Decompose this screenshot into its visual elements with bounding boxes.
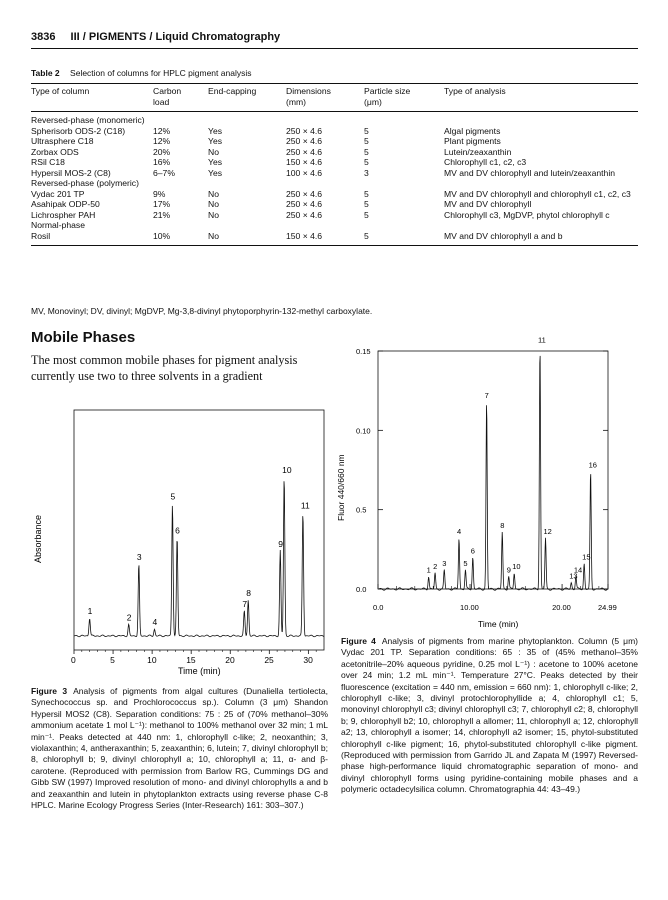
peak-label: 5 bbox=[463, 558, 468, 568]
running-title: III / PIGMENTS / Liquid Chromatography bbox=[70, 31, 281, 43]
table-section-row bbox=[31, 112, 638, 126]
figure3-caption bbox=[31, 686, 328, 811]
table-cell: 3 bbox=[364, 167, 369, 178]
peak-label: 13 bbox=[569, 571, 578, 581]
x-tick-label: 20 bbox=[225, 655, 235, 665]
column-header-line: Carbon bbox=[153, 86, 182, 96]
peak-label: 2 bbox=[126, 612, 132, 623]
x-tick-label: 0 bbox=[71, 655, 76, 665]
table-cell: 5 bbox=[364, 199, 369, 209]
peak-label: 14 bbox=[573, 565, 583, 575]
peak-label: 8 bbox=[500, 520, 505, 530]
table-cell: No bbox=[208, 199, 219, 209]
column-header bbox=[153, 86, 208, 112]
peak-label: 2 bbox=[433, 562, 438, 572]
table-cell: 5 bbox=[364, 136, 369, 146]
figure4-caption bbox=[341, 636, 638, 796]
table-cell: No bbox=[208, 188, 219, 199]
table-row bbox=[31, 199, 638, 210]
figure3-caption-text: Analysis of pigments from algal cultures (Dunaliella tertiolecta, Synechococcus sp. and Prochlorococcus sp.). Column (3 μm) Shandon Hypersil MOS2 (C8). Separation conditions: 75 : 25 of (70% methanol–30% ammonium acetate 1 mol L⁻¹): methanol to 100% methanol over 32 min; 1 mL min⁻¹. Peaks detected at 440 nm: 1, chlorophyll c-like; 2, neoxanthin; 3, violaxanthin; 4, antheraxanthin; 5, zeaxanthin; 6, lutein; 7, divinyl chlorophyll b; 8, chlorophyll b; 9, divinyl chlorophyll a; 10, chlorophyll a; 11, α- and β-carotene. (Reproduced with permission from Barlow RG, Cummings DG and Gibb SW (1997) Improved resolution of mono- and divinyl chlorophylls a and b and zeaxanthin and lutein in phytoplankton extracts using reverse phase C-8 HPLC. Marine Ecology Progress Series (Inter-Research) 161: 303–307.) bbox=[31, 686, 329, 811]
y-tick-label: 0.5 bbox=[356, 505, 367, 515]
table-cell: Vydac 201 TP bbox=[31, 188, 85, 199]
table-cell: 6–7% bbox=[153, 167, 175, 178]
column-header-line: (mm) bbox=[286, 96, 307, 107]
figure4-label: Figure 4 bbox=[341, 636, 376, 646]
column-header-line: (μm) bbox=[364, 96, 382, 107]
column-header-line: Dimensions bbox=[286, 86, 331, 96]
table-cell: 9% bbox=[153, 188, 166, 199]
table-section-row bbox=[31, 220, 638, 231]
table-cell: 12% bbox=[153, 136, 171, 146]
column-header-line: Particle size bbox=[364, 86, 411, 96]
table-footnote: MV, Monovinyl; DV, divinyl; MgDVP, Mg-3,8-divinyl phytoporphyrin-132-methyl carboxylate. bbox=[31, 306, 373, 316]
column-header bbox=[208, 86, 286, 112]
table-cell: 5 bbox=[364, 146, 369, 157]
peak-label: 6 bbox=[175, 525, 180, 536]
table-cell: Yes bbox=[208, 136, 223, 146]
table-cell: 20% bbox=[153, 146, 171, 157]
fig3-xlabel: Time (min) bbox=[178, 666, 221, 676]
table-cell: Spherisorb ODS-2 (C18) bbox=[31, 125, 126, 136]
table-cell: 5 bbox=[364, 125, 369, 136]
peak-label: 12 bbox=[543, 527, 552, 537]
x-tick-label: 30 bbox=[303, 655, 313, 665]
figure4-caption-text: Analysis of pigments from marine phytoplankton. Column (5 μm) Vydac 201 TP. Separation conditions: 65 : 35 of (45% methanol–35% acetonitrile–20% aqueous pyridine, 0.25 mol L⁻¹) : acetone to 100% acetone over 24 min; 1.2 mL min⁻¹. Temperature 27°C. Peaks detected by their fluorescence (excitation = 440 nm, emission = 660 nm): 1, chlorophyll c-like; 2, chlorophyll c-like; 3, divinyl protochlorophyllide a; 4, chlorophyll c1; 5, monovinyl chlorophyll c3; divinyl chlorophyll c3; 7, chlorophyll c2; 8, chlorophyll b; 9, chlorophyll b2; 10, chlorophyll a allomer; 11, chlorophyll a; 12, chlorophyll a2; 13, chlorophyll a isomer; 14, chlorophyll a2 isomer; 15, phytol-substituted chlorophyll c-like pigment; 16, phytol-substituted chlorophyll c-like pigment. (Reproduced with permission from Garrido JL and Zapata M (1997) Reversed-phase high-performance liquid chromatographic separation of mono- and divinyl chlorophyll forms using pyridine-containing mobile phases and a polymeric octadecylsilica column. Chromatographia 44: 43–49.) bbox=[341, 636, 638, 795]
table-row bbox=[31, 189, 638, 200]
peak-label: 3 bbox=[442, 558, 447, 568]
x-tick-label: 0.0 bbox=[373, 603, 384, 612]
table-cell: 17% bbox=[153, 199, 171, 209]
x-tick-label: 24.99 bbox=[598, 603, 617, 612]
table-cell: MV and DV chlorophyll bbox=[444, 199, 532, 209]
peak-label: 7 bbox=[484, 390, 489, 400]
peak-label: 16 bbox=[588, 460, 597, 470]
peak-label: 11 bbox=[537, 335, 546, 345]
table-section-label: Reversed-phase (polymeric) bbox=[31, 178, 139, 188]
table-row bbox=[31, 157, 638, 168]
column-header-line: load bbox=[153, 96, 170, 107]
table-label: Table 2 bbox=[31, 68, 60, 78]
table-row bbox=[31, 147, 638, 158]
peak-label: 11 bbox=[300, 500, 310, 511]
table-cell: Lutein/zeaxanthin bbox=[444, 146, 512, 157]
x-tick-label: 5 bbox=[110, 655, 115, 665]
peak-label: 6 bbox=[470, 546, 475, 556]
peak-label: 4 bbox=[456, 527, 462, 537]
running-header bbox=[31, 31, 280, 43]
table-cell: Asahipak ODP-50 bbox=[31, 199, 100, 209]
fig4-ylabel: Fluor 440/660 nm bbox=[336, 454, 346, 521]
table-top-rule bbox=[31, 83, 638, 84]
table-row bbox=[31, 126, 638, 137]
peak-label: 3 bbox=[136, 552, 142, 563]
table-cell: Rosil bbox=[31, 230, 51, 241]
table-cell: 21% bbox=[153, 209, 171, 220]
table-cell: No bbox=[208, 230, 219, 241]
table-caption bbox=[31, 68, 251, 78]
table-cell: 5 bbox=[364, 230, 369, 241]
peak-label: 9 bbox=[506, 565, 511, 575]
column-header-line: Type of column bbox=[31, 86, 90, 96]
table-cell: 16% bbox=[153, 157, 171, 167]
figure3-label: Figure 3 bbox=[31, 686, 68, 696]
table-cell: Hypersil MOS-2 (C8) bbox=[31, 167, 111, 178]
table-cell: 10% bbox=[153, 230, 171, 241]
table-cell: 250 × 4.6 bbox=[286, 188, 323, 199]
columns-table bbox=[31, 86, 638, 246]
table-cell: RSil C18 bbox=[31, 157, 65, 167]
column-header-line: Type of analysis bbox=[444, 86, 506, 96]
table-cell: Yes bbox=[208, 125, 223, 136]
column-header bbox=[444, 86, 638, 112]
x-tick-label: 15 bbox=[186, 655, 196, 665]
peak-label: 8 bbox=[246, 588, 251, 599]
table-cell: Chlorophyll c1, c2, c3 bbox=[444, 157, 527, 167]
table-cell: MV and DV chlorophyll and chlorophyll c1, c2, c3 bbox=[444, 188, 631, 199]
table-cell: MV and DV chlorophyll and lutein/zeaxanthin bbox=[444, 167, 616, 178]
table-cell: No bbox=[208, 146, 219, 157]
peak-label: 7 bbox=[242, 599, 248, 610]
header-rule bbox=[31, 48, 638, 49]
table-cell: MV and DV chlorophyll a and b bbox=[444, 230, 563, 241]
peak-label: 1 bbox=[426, 565, 431, 575]
table-row bbox=[31, 231, 638, 246]
fig3-axis-ticks bbox=[71, 650, 316, 665]
table-cell: 5 bbox=[364, 157, 369, 167]
page-number: 3836 bbox=[31, 31, 56, 43]
figure4-chromatogram bbox=[336, 335, 636, 636]
table-cell: 150 × 4.6 bbox=[286, 157, 323, 167]
y-tick-label: 0.10 bbox=[356, 426, 371, 436]
x-tick-label: 10.00 bbox=[460, 603, 479, 612]
table-section-label: Normal-phase bbox=[31, 220, 85, 230]
peak-label: 10 bbox=[282, 464, 292, 475]
peak-label: 5 bbox=[170, 491, 176, 502]
table-row bbox=[31, 210, 638, 221]
table-cell: 250 × 4.6 bbox=[286, 125, 323, 136]
table-cell: Lichrospher PAH bbox=[31, 209, 96, 220]
table-cell: 250 × 4.6 bbox=[286, 146, 323, 157]
figure3-chromatogram bbox=[30, 405, 330, 675]
table-cell: Algal pigments bbox=[444, 125, 501, 136]
table-title: Selection of columns for HPLC pigment analysis bbox=[70, 68, 252, 78]
fig3-trace bbox=[74, 481, 324, 636]
fig3-frame bbox=[74, 410, 324, 650]
table-cell: 5 bbox=[364, 188, 369, 199]
table-cell: Chlorophyll c3, MgDVP, phytol chlorophyll c bbox=[444, 209, 610, 220]
table-cell: 5 bbox=[364, 209, 369, 220]
column-header bbox=[364, 86, 444, 112]
y-tick-label: 0.0 bbox=[356, 585, 367, 594]
table-cell: Ultrasphere C18 bbox=[31, 136, 94, 146]
table-cell: 150 × 4.6 bbox=[286, 230, 323, 241]
table-section-label: Reversed-phase (monomeric) bbox=[31, 115, 145, 125]
table-cell: Yes bbox=[208, 157, 223, 167]
peak-label: 4 bbox=[152, 617, 158, 628]
peak-label: 10 bbox=[512, 562, 521, 572]
y-tick-label: 0.15 bbox=[356, 347, 371, 356]
table-cell: 12% bbox=[153, 125, 171, 136]
table-cell: Zorbax ODS bbox=[31, 146, 79, 157]
x-tick-label: 20.00 bbox=[552, 603, 571, 612]
peak-label: 15 bbox=[582, 552, 591, 562]
x-tick-label: 10 bbox=[147, 655, 157, 665]
table-row bbox=[31, 136, 638, 147]
column-header bbox=[286, 86, 364, 112]
table-cell: 250 × 4.6 bbox=[286, 199, 323, 209]
column-header bbox=[31, 86, 153, 112]
x-tick-label: 25 bbox=[264, 655, 274, 665]
table-header-row bbox=[31, 86, 638, 112]
lead-paragraph: The most common mobile phases for pigment analysis currently use two to three solvents in a gradient bbox=[31, 353, 298, 383]
peak-label: 9 bbox=[278, 538, 283, 549]
fig3-ylabel: Absorbance bbox=[33, 514, 43, 563]
fig4-trace bbox=[378, 356, 608, 590]
fig4-frame bbox=[378, 351, 608, 589]
table-cell: Yes bbox=[208, 167, 223, 178]
table-cell: 250 × 4.6 bbox=[286, 136, 323, 146]
table-section-row bbox=[31, 178, 638, 189]
fig4-xlabel: Time (min) bbox=[478, 619, 519, 629]
table-cell: 100 × 4.6 bbox=[286, 167, 323, 178]
peak-label: 1 bbox=[87, 605, 93, 616]
section-heading: Mobile Phases bbox=[31, 329, 136, 346]
table-cell: Plant pigments bbox=[444, 136, 501, 146]
table-row bbox=[31, 168, 638, 179]
table-cell: 250 × 4.6 bbox=[286, 209, 323, 220]
table-cell: No bbox=[208, 209, 219, 220]
column-header-line: End-capping bbox=[208, 86, 257, 96]
